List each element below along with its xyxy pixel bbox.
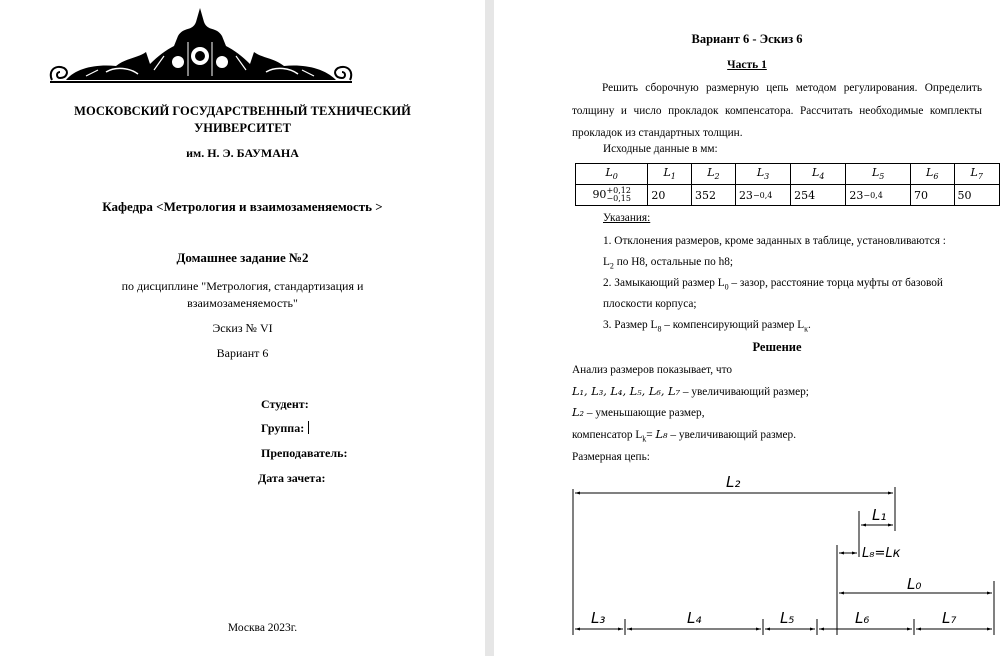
label-l8: L₈=Lк: [862, 546, 901, 561]
decreasing-line: L₂ – уменьшающие размер,: [572, 406, 705, 419]
label-l5: L₅: [780, 609, 795, 627]
discipline-line2: взаимозаменяемость": [187, 296, 298, 310]
value-cell-l7: 50: [954, 185, 999, 206]
discipline-line1: по дисциплине "Метрология, стандартизация и: [121, 279, 364, 293]
solution-page[interactable]: [494, 0, 1000, 656]
header-cell-l1: $L_1$: [648, 164, 692, 185]
bauman-emblem-image: [46, 6, 356, 88]
sketch-number: Эскиз № VI: [212, 321, 273, 335]
variant-title: Вариант 6 - Эскиз 6: [691, 32, 803, 46]
table-value-row: [576, 185, 1000, 206]
header-cell-l6: $L_6$: [910, 164, 954, 185]
increasing-line: L₁, L₃, L₄, L₅, L₆, L₇ – увеличивающий размер;: [572, 385, 809, 398]
named-after: им. Н. Э. БАУМАНА: [186, 146, 299, 160]
label-l6: L₆: [855, 609, 870, 627]
solution-title: Решение: [752, 340, 802, 354]
value-cell-l4: 254: [791, 185, 846, 206]
header-cell-l3: $L_3$: [735, 164, 790, 185]
header-cell-l2: $L_2$: [691, 164, 735, 185]
note3: 3. Размер $L_8$ – компенсирующий размер $L_к$.: [603, 319, 811, 334]
value-cell-l0: 90+0,12 −0,15: [576, 185, 648, 206]
label-l7: L₇: [942, 609, 957, 627]
table-header-row: [576, 164, 1000, 185]
header-cell-l0: $L_0$: [576, 164, 648, 185]
value-cell-l5: 23−0,4: [846, 185, 911, 206]
title-page[interactable]: [0, 0, 485, 656]
initial-data-label: Исходные данные в мм:: [603, 143, 718, 155]
header-cell-l5: $L_5$: [846, 164, 911, 185]
department: Кафедра <Метрология и взаимозаменяемость >: [102, 199, 383, 214]
student-label: Студент:: [261, 397, 309, 411]
value-cell-l2: 352: [691, 185, 735, 206]
city-year: Москва 2023г.: [227, 622, 298, 634]
analysis-line: Анализ размеров показывает, что: [572, 364, 733, 376]
note2-line2: плоскости корпуса;: [603, 298, 697, 310]
date-label: Дата зачета:: [258, 471, 326, 485]
value-cell-l6: 70: [910, 185, 954, 206]
assignment-title: Домашнее задание №2: [176, 250, 309, 265]
notes-title: Указания:: [603, 212, 651, 224]
note1-line2: $L_2$ по H8, остальные по h8;: [603, 256, 734, 271]
header-cell-l4: $L_4$: [791, 164, 846, 185]
university-name-line2: УНИВЕРСИТЕТ: [194, 121, 291, 135]
compensator-line: компенсатор $L_k= L_8$ – увеличивающий размер.: [572, 428, 797, 444]
text-cursor: [308, 421, 309, 434]
group-field[interactable]: [261, 421, 309, 436]
dimension-chain-diagram: [494, 465, 1000, 656]
part-title: Часть 1: [727, 59, 767, 71]
label-l2: L₂: [726, 473, 741, 491]
group-label: Группа:: [261, 421, 305, 435]
chain-label: Размерная цепь:: [572, 451, 650, 463]
label-l4: L₄: [687, 609, 702, 627]
initial-data-table: [575, 163, 1000, 206]
value-cell-l3: 23−0,4: [735, 185, 790, 206]
label-l3: L₃: [591, 609, 606, 627]
value-cell-l1: 20: [648, 185, 692, 206]
label-l1: L₁: [872, 506, 887, 524]
task-text: Решить сборочную размерную цепь методом регулирования. Определить толщину и число прокладок компенсатора. Рассчитать необходимые комплекты прокладок из стандартных толщин.: [572, 82, 982, 139]
teacher-label: Преподаватель:: [261, 446, 348, 460]
note1-line1: 1. Отклонения размеров, кроме заданных в таблице, установливаются :: [603, 235, 946, 247]
variant-number: Вариант 6: [216, 346, 269, 360]
university-name-line1: МОСКОВСКИЙ ГОСУДАРСТВЕННЫЙ ТЕХНИЧЕСКИЙ: [74, 104, 411, 118]
note2-line1: 2. Замыкающий размер $L_0$ – зазор, расстояние торца муфты от базовой: [603, 277, 943, 292]
label-l0: L₀: [907, 575, 922, 593]
header-cell-l7: $L_7$: [954, 164, 999, 185]
